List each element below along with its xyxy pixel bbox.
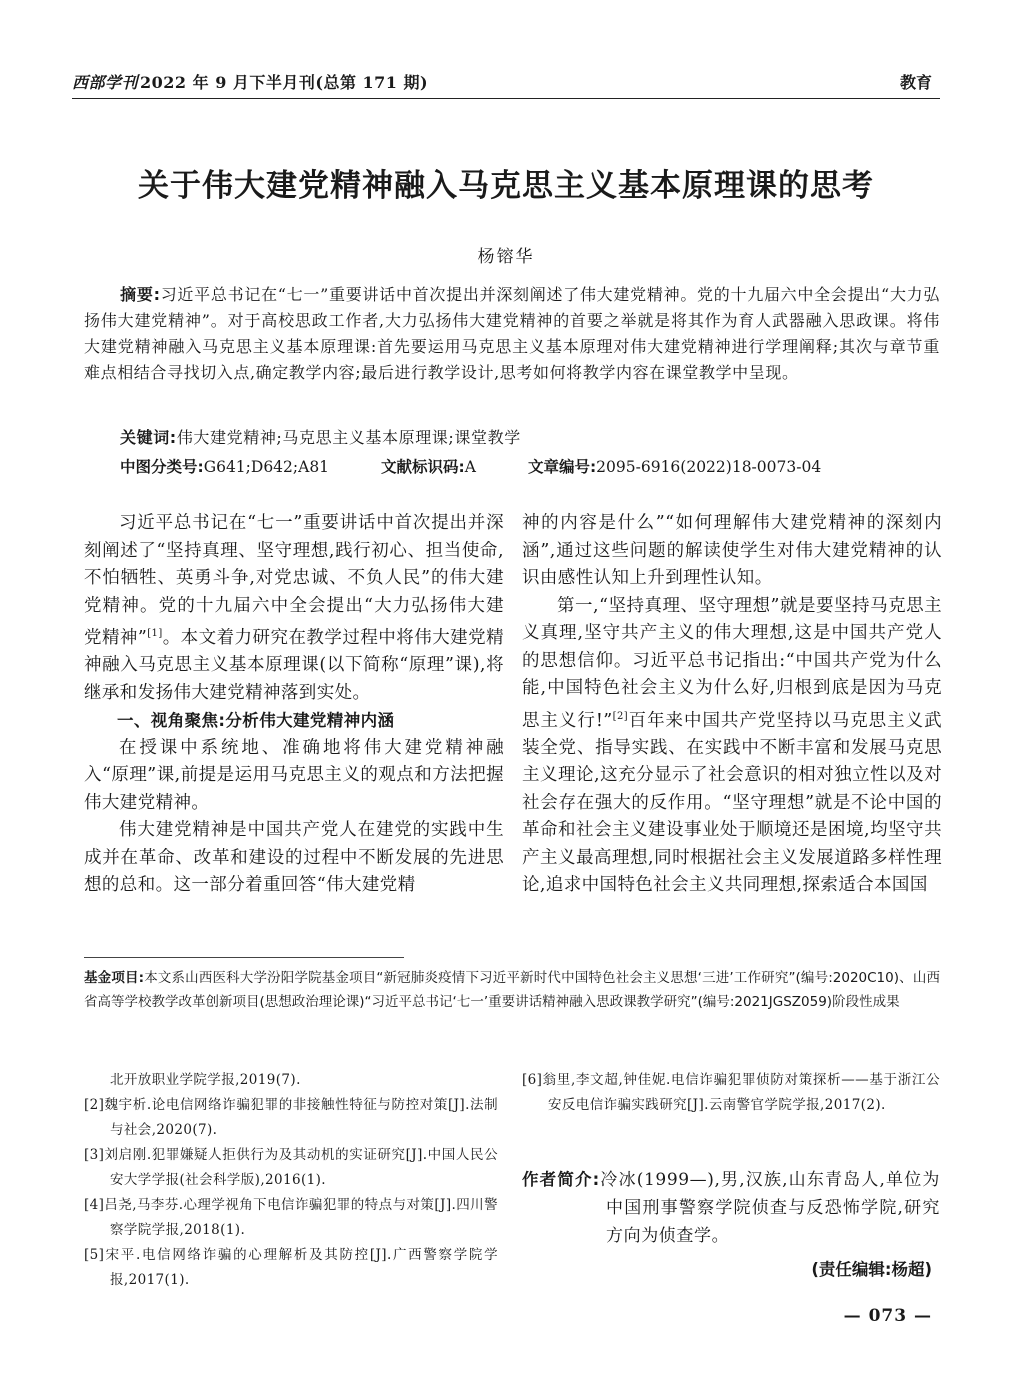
article-no-value: 2095-6916(2022)18-0073-04 [596,458,822,476]
fund-note [84,966,940,1014]
reference-item: [5]宋平.电信网络诈骗的心理解析及其防控[J].广西警察学院学报,2017(1). [84,1247,498,1288]
citation-ref: [1] [147,628,163,639]
references-right [522,1068,940,1118]
issue-info: 2022 年 9 月下半月刊(总第 171 期) [140,73,429,92]
keywords [120,425,940,448]
page-number: — 073 — [843,1306,932,1326]
footnote-rule [84,957,404,958]
reference-item: [2]魏宇析.论电信网络诈骗犯罪的非接触性特征与防控对策[J].法制与社会,2020(7). [84,1097,498,1138]
abstract-text: 习近平总书记在“七一”重要讲话中首次提出并深刻阐述了伟大建党精神。党的十九届六中全会提出“大力弘扬伟大建党精神”。对于高校思政工作者,大力弘扬伟大建党精神的首要之举就是将其作为育人武器融入思政课。将伟大建党精神融入马克思主义基本原理课:首先要运用马克思主义基本原理对伟大建党精神进行学理阐释;其次与章节重难点相结合寻找切入点,确定教学内容;最后进行教学设计,思考如何将教学内容在课堂教学中呈现。 [84,285,940,382]
fund-label: 基金项目: [84,970,145,986]
doc-code-value: A [464,458,476,476]
bio-label: 作者简介: [522,1170,600,1189]
paragraph: 第一,“坚持真理、坚守理想”就是要坚持马克思主义真理,坚守共产主义的伟大理想,这是中国共产党人的思想信仰。习近平总书记指出:“中国共产党为什么能,中国特色社会主义为什么好,归根到底是因为马克思主义行!”[2]百年来中国共产党坚持以马克思主义武装全党、指导实践、在实践中不断丰富和发展马克思主义理论,这充分显示了社会意识的相对独立性以及对社会存在强大的反作用。“坚守理想”就是不论中国的革命和社会主义建设事业处于顺境还是困境,均坚守共产主义最高理想,同时根据社会主义发展道路多样性理论,追求中国特色社会主义共同理想,探索适合本国国 [522,595,942,896]
keywords-text: 伟大建党精神;马克思主义基本原理课;课堂教学 [176,428,521,447]
references-left [84,1068,498,1293]
reference-item: [4]吕尧,马李芬.心理学视角下电信诈骗犯罪的特点与对策[J].四川警察学院学报,2018(1). [84,1197,498,1238]
section-label: 教育 [899,73,932,92]
running-header-left [72,70,428,93]
journal-logo: 西部学刊 [72,73,139,92]
header-rule [72,98,940,99]
article-no-label: 文章编号: [527,458,597,476]
paragraph: 伟大建党精神是中国共产党人在建党的实践中生成并在革命、改革和建设的过程中不断发展的先进思想的总和。这一部分着重回答“伟大建党精 [84,820,504,896]
author-bio [522,1166,940,1250]
abstract-label: 摘要: [120,285,161,304]
paragraph: 习近平总书记在“七一”重要讲话中首次提出并深刻阐述了“坚持真理、坚守理想,践行初心、担当使命,不怕牺牲、英勇斗争,对党忠诚、不负人民”的伟大建党精神。党的十九届六中全会提出“大力弘扬伟大建党精神”[1]。本文着力研究在教学过程中将伟大建党精神融入马克思主义基本原理课(以下简称“原理”课),将继承和发扬伟大建党精神落到实处。 [84,513,504,703]
keywords-label: 关键词: [120,428,177,447]
doc-code-label: 文献标识码: [381,458,465,476]
responsible-editor: (责任编辑:杨超) [811,1260,932,1279]
paragraph: 神的内容是什么”“如何理解伟大建党精神的深刻内涵”,通过这些问题的解读使学生对伟大建党精神的认识由感性认知上升到理性认知。 [522,513,942,588]
reference-item: [3]刘启刚.犯罪嫌疑人拒供行为及其动机的实证研究[J].中国人民公安大学学报(社会科学版),2016(1). [84,1147,498,1188]
paragraph: 在授课中系统地、准确地将伟大建党精神融入“原理”课,前提是运用马克思主义的观点和方法把握伟大建党精神。 [84,737,504,813]
citation-ref: [2] [612,710,629,722]
section-heading: 一、视角聚焦:分析伟大建党精神内涵 [117,711,395,731]
abstract [84,282,940,386]
article-author: 杨镕华 [477,247,535,267]
reference-item: [6]翁里,李文超,钟佳妮.电信诈骗犯罪侦防对策探析——基于浙江公安反电信诈骗实践研究[J].云南警官学院学报,2017(2). [522,1072,940,1113]
clc-label: 中图分类号: [120,458,204,476]
clc-value: G641;D642;A81 [203,458,330,476]
reference-item: 北开放职业学院学报,2019(7). [110,1072,301,1088]
article-title: 关于伟大建党精神融入马克思主义基本原理课的思考 [138,168,874,204]
body-column-left [84,510,504,900]
classification-line [120,455,940,477]
fund-text: 本文系山西医科大学汾阳学院基金项目“新冠肺炎疫情下习近平新时代中国特色社会主义思想‘三进’工作研究”(编号:2020C10)、山西省高等学校教学改革创新项目(思想政治理论课)“习近平总书记‘七一’重要讲话精神融入思政课教学研究”(编号:2021JGSZ059)阶段性成果 [84,970,940,1010]
bio-text: 冷冰(1999—),男,汉族,山东青岛人,单位为中国刑事警察学院侦查与反恐怖学院,研究方向为侦查学。 [599,1170,940,1246]
body-column-right [522,510,942,900]
